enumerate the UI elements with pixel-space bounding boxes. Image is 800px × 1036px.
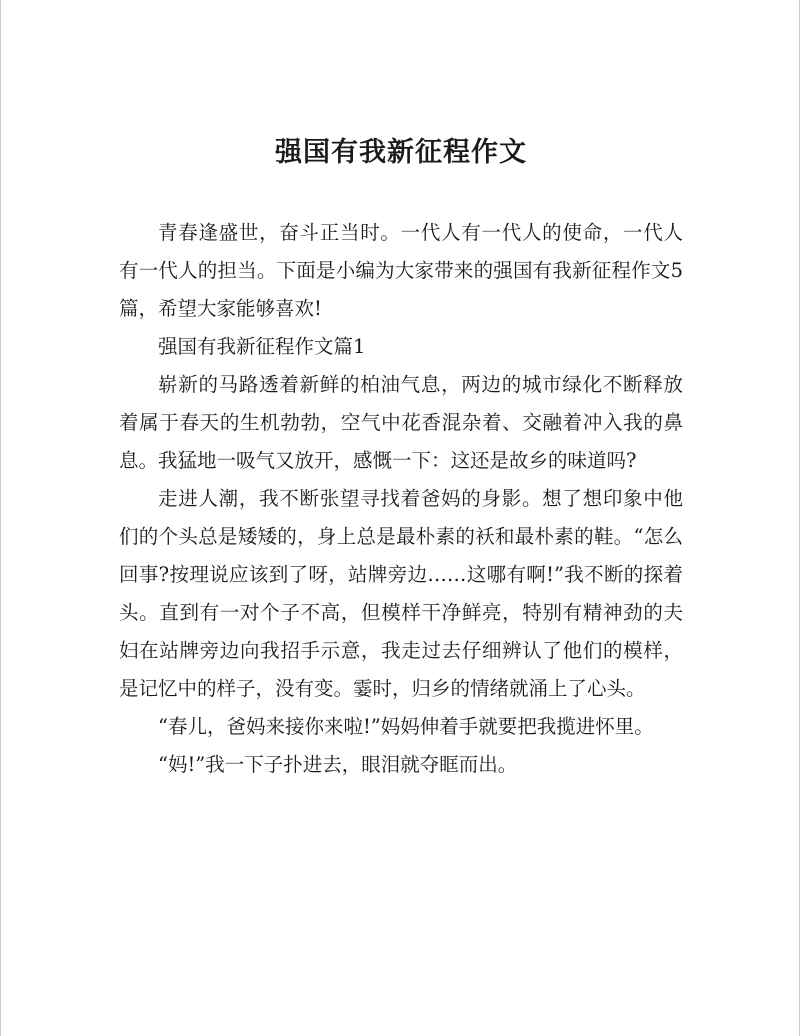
document-body (119, 214, 683, 784)
body-paragraph: 走进人潮，我不断张望寻找着爸妈的身影。想了想印象中他们的个头总是矮矮的，身上总是最朴素的袄和最朴素的鞋。“怎么回事?按理说应该到了呀，站牌旁边……这哪有啊!”我不断的探着头。直到有一对个子不高，但模样干净鲜亮，特别有精神劲的夫妇在站牌旁边向我招手示意，我走过去仔细辨认了他们的模样，是记忆中的样子，没有变。霎时，归乡的情绪就涌上了心头。 (119, 487, 683, 700)
document-title: 强国有我新征程作文 (275, 137, 527, 168)
intro-paragraph: 青春逢盛世，奋斗正当时。一代人有一代人的使命，一代人有一代人的担当。下面是小编为大家带来的强国有我新征程作文5篇，希望大家能够喜欢! (119, 221, 683, 320)
body-paragraph: “春儿，爸妈来接你来啦!”妈妈伸着手就要把我揽进怀里。 (158, 715, 654, 738)
section-heading: 强国有我新征程作文篇1 (158, 335, 366, 358)
body-paragraph: 崭新的马路透着新鲜的柏油气息，两边的城市绿化不断释放着属于春天的生机勃勃，空气中花香混杂着、交融着冲入我的鼻息。我猛地一吸气又放开，感慨一下：这还是故乡的味道吗? (119, 373, 683, 472)
body-paragraph: “妈!”我一下子扑进去，眼泪就夺眶而出。 (158, 753, 518, 776)
